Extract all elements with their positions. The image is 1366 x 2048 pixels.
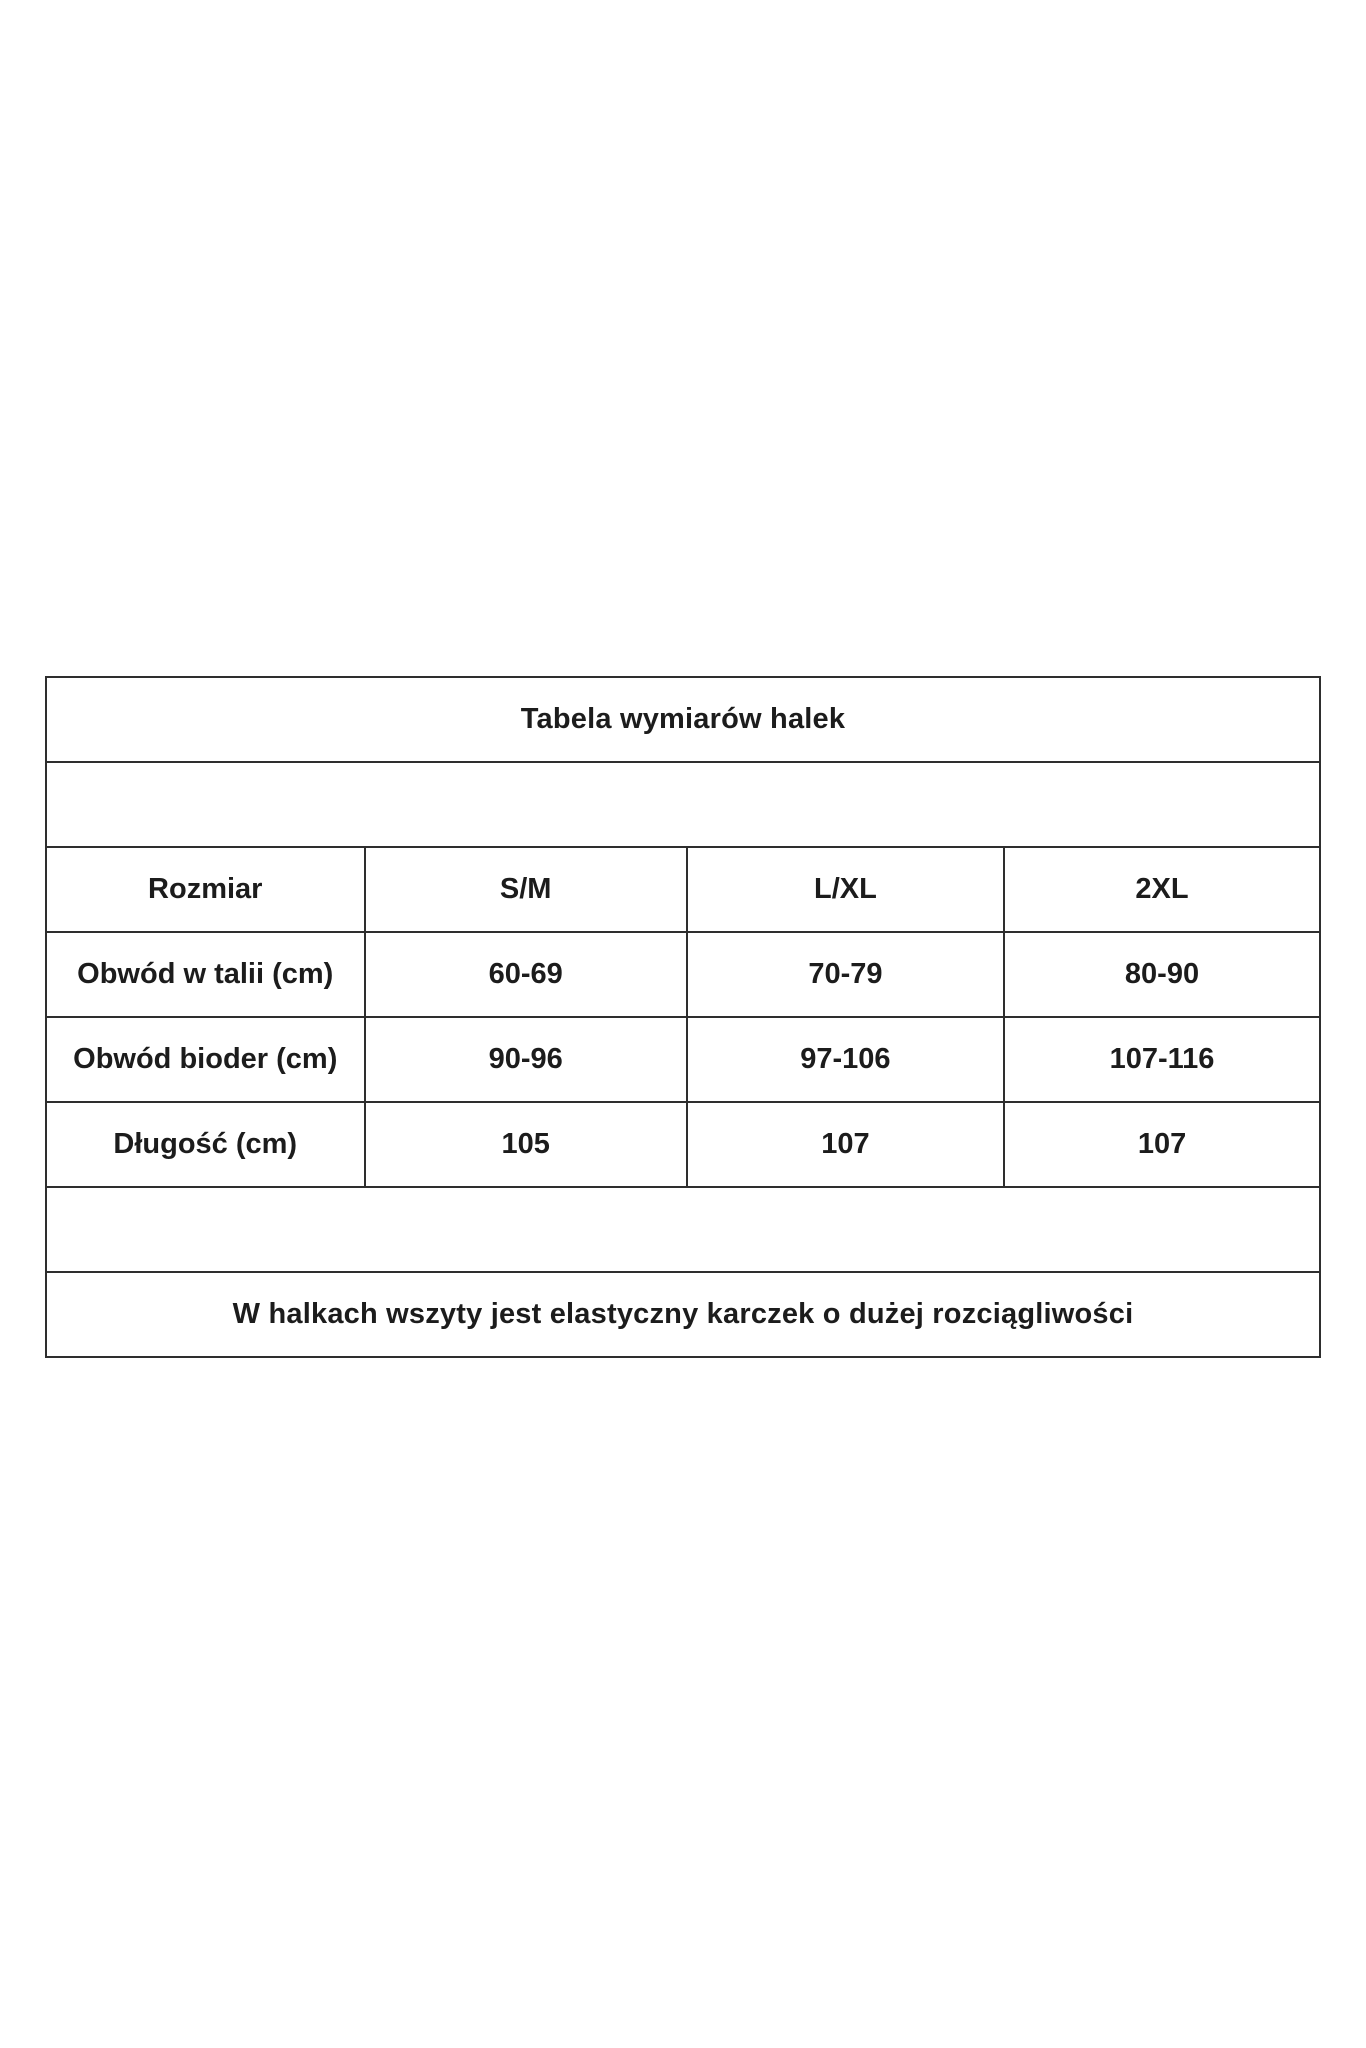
- spacer-cell: [46, 1187, 1320, 1272]
- length-value-sm: 105: [365, 1102, 687, 1187]
- column-header-lxl: L/XL: [687, 847, 1004, 932]
- title-row: [46, 677, 1320, 762]
- hips-value-sm: 90-96: [365, 1017, 687, 1102]
- length-value-2xl: 107: [1004, 1102, 1320, 1187]
- table-row-waist: [46, 932, 1320, 1017]
- spacer-row-top: [46, 762, 1320, 847]
- table-title: Tabela wymiarów halek: [46, 677, 1320, 762]
- row-label-waist: Obwód w talii (cm): [46, 932, 365, 1017]
- header-row: [46, 847, 1320, 932]
- size-chart-table: [45, 676, 1321, 1358]
- waist-value-lxl: 70-79: [687, 932, 1004, 1017]
- length-value-lxl: 107: [687, 1102, 1004, 1187]
- hips-value-2xl: 107-116: [1004, 1017, 1320, 1102]
- column-header-size: Rozmiar: [46, 847, 365, 932]
- table-note: W halkach wszyty jest elastyczny karczek o dużej rozciągliwości: [46, 1272, 1320, 1357]
- row-label-hips: Obwód bioder (cm): [46, 1017, 365, 1102]
- waist-value-sm: 60-69: [365, 932, 687, 1017]
- spacer-cell: [46, 762, 1320, 847]
- spacer-row-bottom: [46, 1187, 1320, 1272]
- note-row: [46, 1272, 1320, 1357]
- table-row-length: [46, 1102, 1320, 1187]
- hips-value-lxl: 97-106: [687, 1017, 1004, 1102]
- column-header-2xl: 2XL: [1004, 847, 1320, 932]
- row-label-length: Długość (cm): [46, 1102, 365, 1187]
- waist-value-2xl: 80-90: [1004, 932, 1320, 1017]
- table-row-hips: [46, 1017, 1320, 1102]
- column-header-sm: S/M: [365, 847, 687, 932]
